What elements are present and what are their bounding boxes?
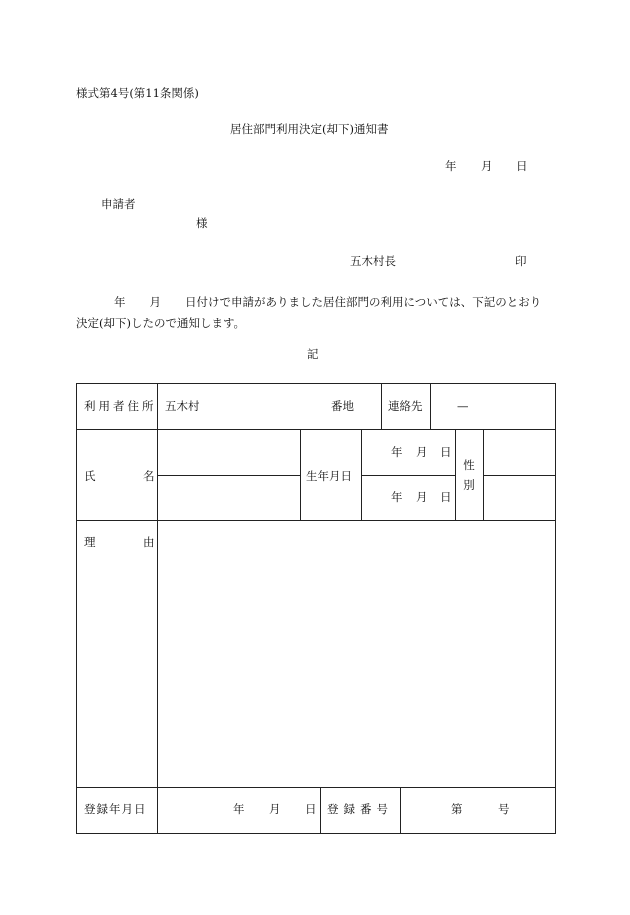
reason-label-second: 由 [143,535,155,549]
issue-date-year: 年 [445,159,457,173]
reg-day: 日 [305,802,317,816]
note-heading: 記 [307,347,319,361]
document-title: 居住部門利用決定(却下)通知書 [230,122,389,136]
form-number: 様式第4号(第11条関係) [76,86,199,100]
birth-row1-year: 年 [391,445,403,459]
gender-split-line [483,475,555,476]
name-label-second: 名 [143,469,155,483]
date-split-line [361,475,455,476]
reg-dai: 第 [451,802,463,816]
seal-mark: 印 [515,254,527,268]
birth-row1-day: 日 [440,445,452,459]
col-line [430,384,431,429]
body-text-line2: 決定(却下)したので通知します。 [76,316,246,330]
registration-number-label: 登録番号 [327,802,393,816]
reason-label-first: 理 [84,535,96,549]
body-month: 月 [149,295,161,309]
info-table [76,383,556,834]
reg-go: 号 [498,802,510,816]
contact-dash: — [457,399,469,413]
issue-date-day: 日 [516,159,528,173]
birthdate-label: 生年月日 [306,469,352,483]
gender-label: 性別 [463,458,475,492]
birth-row2-year: 年 [391,490,403,504]
honorific: 様 [196,216,208,230]
registration-date-label: 登録年月日 [84,802,147,816]
row-divider [77,787,555,788]
col-line [300,429,301,520]
birth-row2-month: 月 [416,490,428,504]
body-text-line1: 日付けで申請がありました居住部門の利用については、下記のとおり [185,295,542,309]
notice-paragraph [76,292,556,334]
birth-row1-month: 月 [416,445,428,459]
label-column-line [157,384,158,833]
row-divider [77,520,555,521]
name-label-first: 氏 [84,469,96,483]
reg-year: 年 [233,802,245,816]
col-line [381,384,382,429]
col-line [483,429,484,520]
col-line [455,429,456,520]
issue-date-month: 月 [481,159,493,173]
col-line [400,787,401,833]
name-split-line [158,475,300,476]
col-line [361,429,362,520]
banchi-label: 番地 [331,399,354,413]
issuer-name: 五木村長 [350,254,396,268]
birth-row2-day: 日 [440,490,452,504]
reg-month: 月 [269,802,281,816]
address-label: 利用者住所 [84,399,157,413]
body-year: 年 [114,295,126,309]
village-name: 五木村 [165,399,200,413]
contact-label: 連絡先 [388,399,423,413]
applicant-label: 申請者 [101,197,136,211]
col-line [320,787,321,833]
